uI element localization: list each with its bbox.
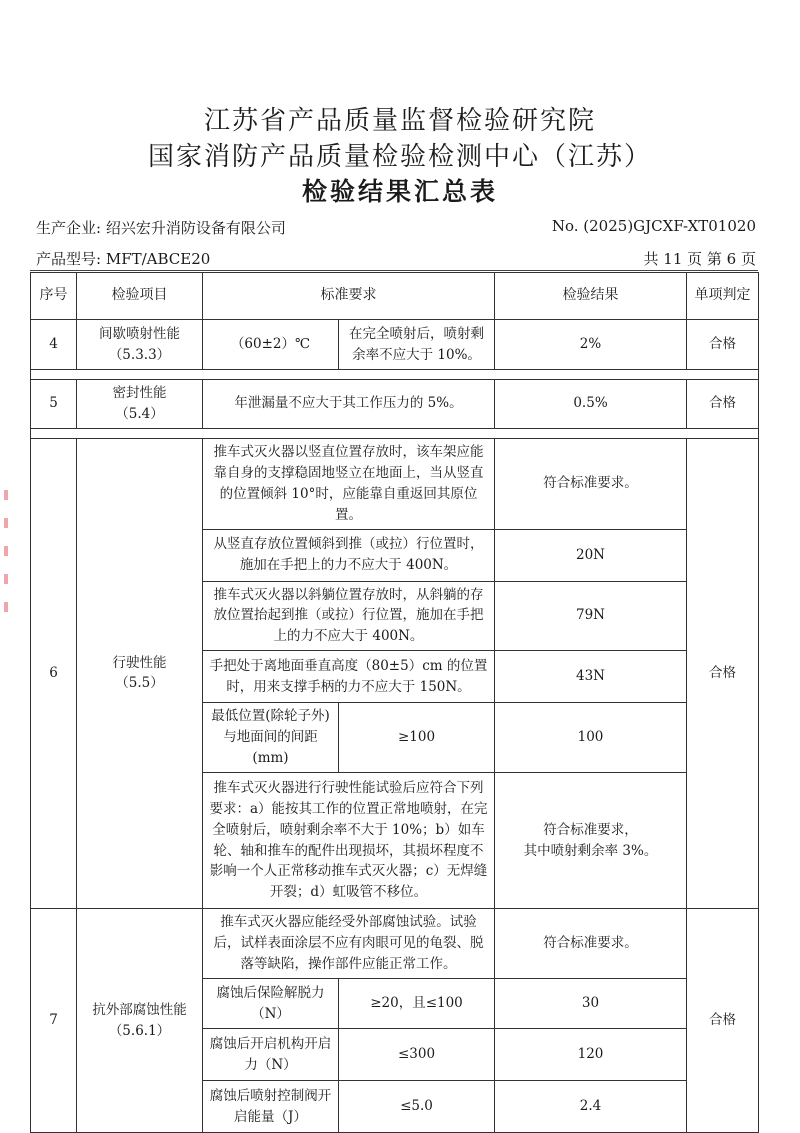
report-number: No. (2025)GJCXF-XT01020 — [551, 217, 756, 235]
row-item — [77, 438, 203, 908]
sub-requirement: ≥20，且≤100 — [339, 979, 495, 1029]
row-item — [77, 320, 203, 370]
row-item — [77, 909, 203, 1133]
row-judgement: 合格 — [687, 909, 759, 1133]
row-condition: （60±2）℃ — [203, 320, 339, 370]
table-row — [31, 320, 759, 370]
sub-requirement: 推车式灭火器进行行驶性能试验后应符合下列要求：a）能按其工作的位置正常地喷射，在完全喷射后，喷射剩余率不大于 10%；b）如车轮、轴和推车的配件出现损坏，其损坏程度不影响一个人正常移动推车式灭火器；c）无焊缝开裂；d）虹吸管不移位。 — [203, 773, 495, 909]
sub-condition: 最低位置(除轮子外)与地面间的间距(mm) — [203, 703, 339, 773]
row-item — [77, 380, 203, 429]
sub-requirement: ≥100 — [339, 703, 495, 773]
row-no: 6 — [31, 438, 77, 908]
row-requirement: 年泄漏量不应大于其工作压力的 5%。 — [203, 380, 495, 429]
item-clause: （5.4） — [115, 405, 164, 422]
page-info: 共 11 页 第 6 页 — [643, 250, 756, 268]
table-row — [31, 909, 759, 979]
model-value: MFT/ABCE20 — [105, 250, 211, 268]
sub-condition: 腐蚀后开启机构开启力（N） — [203, 1029, 339, 1081]
edge-seal-mark — [4, 490, 10, 620]
manufacturer-line — [36, 217, 286, 238]
manufacturer-label: 生产企业: — [36, 219, 102, 237]
row-result: 2% — [495, 320, 687, 370]
table-row — [31, 380, 759, 429]
sub-result: 120 — [495, 1029, 687, 1081]
sub-requirement: ≤5.0 — [339, 1081, 495, 1133]
col-header-requirement: 标准要求 — [203, 273, 495, 320]
row-no: 4 — [31, 320, 77, 370]
sub-requirement: 推车式灭火器以斜躺位置存放时，从斜躺的存放位置抬起到推（或拉）行位置，施加在手把上的力不应大于 400N。 — [203, 581, 495, 651]
sub-requirement: 推车式灭火器应能经受外部腐蚀试验。试验后，试样表面涂层不应有肉眼可见的龟裂、脱落等缺陷，操作部件应能正常工作。 — [203, 909, 495, 979]
row-requirement: 在完全喷射后，喷射剩余率不应大于 10%。 — [339, 320, 495, 370]
col-header-item: 检验项目 — [77, 273, 203, 320]
sub-requirement: 推车式灭火器以竖直位置存放时，该车架应能靠自身的支撑稳固地竖立在地面上，当从竖直的位置倾斜 10°时，应能靠自重返回其原位置。 — [203, 438, 495, 529]
col-header-result: 检验结果 — [495, 273, 687, 320]
item-name: 间歇喷射性能 — [99, 325, 180, 342]
document-title: 检验结果汇总表 — [301, 177, 498, 206]
header-divider — [30, 270, 758, 271]
sub-requirement: ≤300 — [339, 1029, 495, 1081]
sub-requirement: 手把处于离地面垂直高度（80±5）cm 的位置时，用来支撑手柄的力不应大于 150N。 — [203, 651, 495, 703]
row-judgement: 合格 — [687, 320, 759, 370]
sub-result: 30 — [495, 979, 687, 1029]
row-judgement: 合格 — [687, 380, 759, 429]
table-header-row — [31, 273, 759, 320]
sub-result: 符合标准要求。 — [495, 438, 687, 529]
sub-result: 43N — [495, 651, 687, 703]
sub-condition: 腐蚀后保险解脱力（N） — [203, 979, 339, 1029]
sub-result: 100 — [495, 703, 687, 773]
sub-result: 20N — [495, 529, 687, 581]
row-result: 0.5% — [495, 380, 687, 429]
sub-result: 符合标准要求。 — [495, 909, 687, 979]
item-clause: （5.5） — [115, 675, 164, 692]
sub-result: 2.4 — [495, 1081, 687, 1133]
result-line: 其中喷射剩余率 3%。 — [523, 842, 658, 859]
manufacturer-value: 绍兴宏升消防设备有限公司 — [105, 219, 286, 237]
model-label: 产品型号: — [36, 250, 102, 268]
institute-title: 江苏省产品质量监督检验研究院 — [203, 106, 596, 136]
col-header-no: 序号 — [31, 273, 77, 320]
results-table — [30, 272, 759, 1133]
model-line — [36, 248, 210, 269]
sub-result — [495, 773, 687, 909]
item-name: 抗外部腐蚀性能 — [92, 1001, 187, 1018]
item-clause: （5.3.3） — [108, 346, 171, 363]
col-header-judgement: 单项判定 — [687, 273, 759, 320]
row-no: 7 — [31, 909, 77, 1133]
row-judgement: 合格 — [687, 438, 759, 908]
table-row — [31, 438, 759, 529]
item-name: 行驶性能 — [112, 654, 167, 671]
item-clause: （5.6.1） — [108, 1022, 171, 1039]
sub-result: 79N — [495, 581, 687, 651]
result-line: 符合标准要求， — [543, 821, 638, 838]
row-no: 5 — [31, 380, 77, 429]
sub-requirement: 从竖直存放位置倾斜到推（或拉）行位置时，施加在手把上的力不应大于 400N。 — [203, 529, 495, 581]
item-name: 密封性能 — [112, 385, 167, 401]
center-title: 国家消防产品质量检验检测中心（江苏） — [147, 142, 652, 172]
sub-condition: 腐蚀后喷射控制阀开启能量（J） — [203, 1081, 339, 1133]
